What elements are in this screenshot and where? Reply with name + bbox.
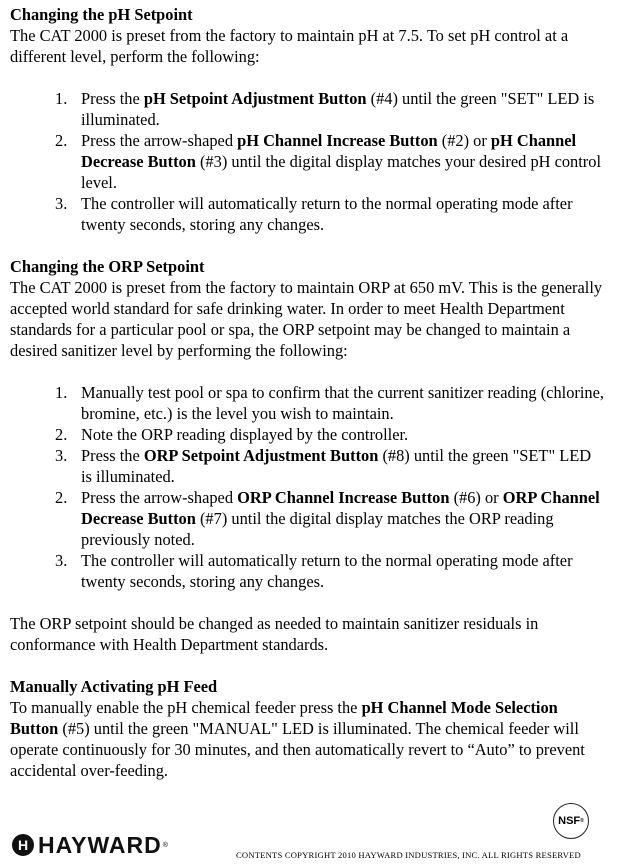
ph-setpoint-section [10,4,610,235]
orp-setpoint-heading: Changing the ORP Setpoint [10,257,205,276]
ph-feed-paragraph: To manually enable the pH chemical feeder press the pH Channel Mode Selection Button (#5) until the green "MANUAL" LED is illuminated. The chemical feeder will operate continuously for 30 minutes, and then automatically revert to “Auto” to prevent accidental over-feeding. [10,698,585,780]
copyright-notice: CONTENTS COPYRIGHT 2010 HAYWARD INDUSTRIES, INC. ALL RIGHTS RESERVED [236,850,581,860]
list-item: 1. Manually test pool or spa to confirm that the current sanitizer reading (chlorine, bromine, etc.) is the level you wish to maintain. [55,383,604,423]
orp-setpoint-steps [10,382,610,592]
list-item: 2. Press the arrow-shaped ORP Channel Increase Button (#6) or ORP Channel Decrease Button (#7) until the digital display matches the ORP reading previously noted. [55,488,600,549]
list-item: 3. Press the ORP Setpoint Adjustment Button (#8) until the green "SET" LED is illuminated. [55,446,592,486]
orp-setpoint-intro: The CAT 2000 is preset from the factory to maintain ORP at 650 mV. This is the generally accepted world standard for safe drinking water. In order to meet Health Department standards for a particular pool or spa, the ORP setpoint may be changed to maintain a desired sanitizer level by performing the following: [10,278,603,360]
hayward-logo-letter: H [17,837,29,853]
document-page [10,4,610,781]
hayward-brand-name: HAYWARD [38,831,162,858]
ph-feed-section [10,676,610,781]
list-item: 2. Note the ORP reading displayed by the controller. [55,425,409,444]
hayward-logo: H HAYWARD ® [12,832,168,858]
list-item: 2. Press the arrow-shaped pH Channel Increase Button (#2) or pH Channel Decrease Button (#3) until the digital display matches your desired pH control level. [55,131,601,192]
ph-feed-heading: Manually Activating pH Feed [10,677,218,696]
list-item: 3. The controller will automatically return to the normal operating mode after twenty seconds, storing any changes. [55,194,573,234]
orp-closing-paragraph: The ORP setpoint should be changed as needed to maintain sanitizer residuals in conformance with Health Department standards. [10,614,539,654]
ph-setpoint-intro: The CAT 2000 is preset from the factory to maintain pH at 7.5. To set pH control at a different level, perform the following: [10,26,569,66]
nsf-certification-badge: NSF ® [553,803,589,839]
hayward-logo-icon [12,834,34,856]
list-item: 1. Press the pH Setpoint Adjustment Button (#4) until the green "SET" LED is illuminated. [55,89,595,129]
list-item: 3. The controller will automatically return to the normal operating mode after twenty seconds, storing any changes. [55,551,573,591]
ph-setpoint-steps [10,88,610,235]
ph-setpoint-heading: Changing the pH Setpoint [10,5,193,24]
orp-setpoint-section [10,256,610,655]
